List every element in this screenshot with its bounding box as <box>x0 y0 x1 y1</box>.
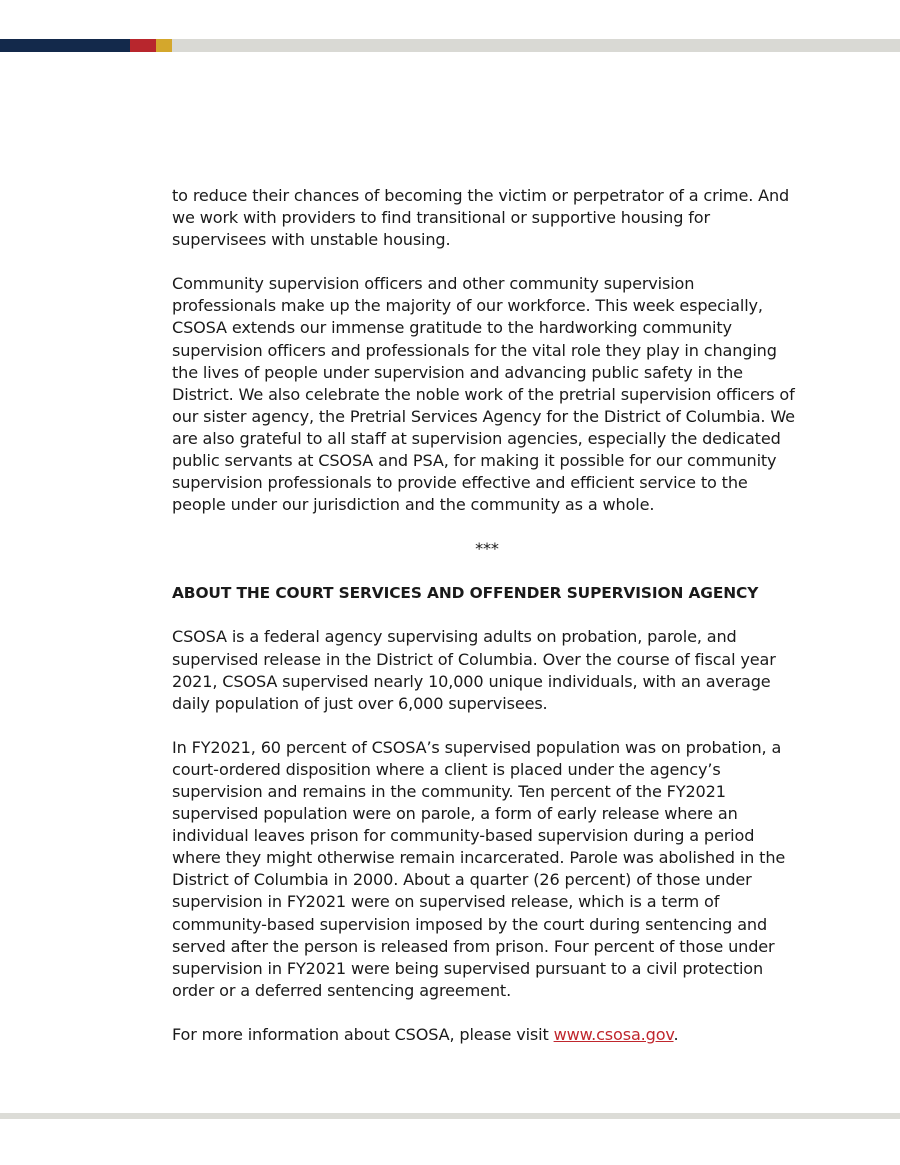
paragraph-population-breakdown: In FY2021, 60 percent of CSOSA’s supervised population was on probation, a court-ordered disposition where a client is placed under the agency’s supervision and remains in the community. Ten percent of the FY2021 supervised population were on parole, a form of early release where an individual leaves prison for community-based supervision during a period where they might otherwise remain incarcerated. Parole was abolished in the District of Columbia in 2000. About a quarter (26 percent) of those under supervision in FY2021 were on supervised release, which is a term of community-based supervision imposed by the court during sentencing and served after the person is released from prison. Four percent of those under supervision in FY2021 were being supervised pursuant to a civil protection order or a deferred sentencing agreement. <box>172 737 786 1000</box>
header-bar-navy-segment <box>0 39 130 52</box>
about-heading: ABOUT THE COURT SERVICES AND OFFENDER SUPERVISION AGENCY <box>172 584 759 603</box>
paragraph-agency-overview: CSOSA is a federal agency supervising adults on probation, parole, and supervised release in the District of Columbia. Over the course of fiscal year 2021, CSOSA supervised nearly 10,000 unique individuals, with an average daily population of just over 6,000 supervisees. <box>172 627 776 713</box>
footer-rule <box>0 1113 900 1119</box>
csosa-website-link[interactable]: www.csosa.gov <box>553 1024 674 1044</box>
section-divider: *** <box>475 539 499 559</box>
paragraph-housing: to reduce their chances of becoming the victim or perpetrator of a crime. And we work with providers to find transitional or supportive housing for supervisees with unstable housing. <box>172 186 790 250</box>
more-info-text: For more information about CSOSA, please visit <box>172 1024 554 1044</box>
paragraph-gratitude: Community supervision officers and other community supervision professionals make up the majority of our workforce. This week especially, CSOSA extends our immense gratitude to the hardworking community supervision officers and professionals for the vital role they play in changing the lives of people under supervision and advancing public safety in the District. We also celebrate the noble work of the pretrial supervision officers of our sister agency, the Pretrial Services Agency for the District of Columbia. We are also grateful to all staff at supervision agencies, especially the dedicated public servants at CSOSA and PSA, for making it possible for our community supervision professionals to provide effective and efficient service to the people under our jurisdiction and the community as a whole. <box>172 274 795 515</box>
more-info-period: . <box>673 1024 679 1044</box>
header-bar-gold-segment <box>156 39 172 52</box>
paragraph-more-info <box>172 1024 802 1046</box>
header-bar-red-segment <box>130 39 156 52</box>
document-body <box>172 185 802 1068</box>
header-color-bar <box>0 39 900 52</box>
